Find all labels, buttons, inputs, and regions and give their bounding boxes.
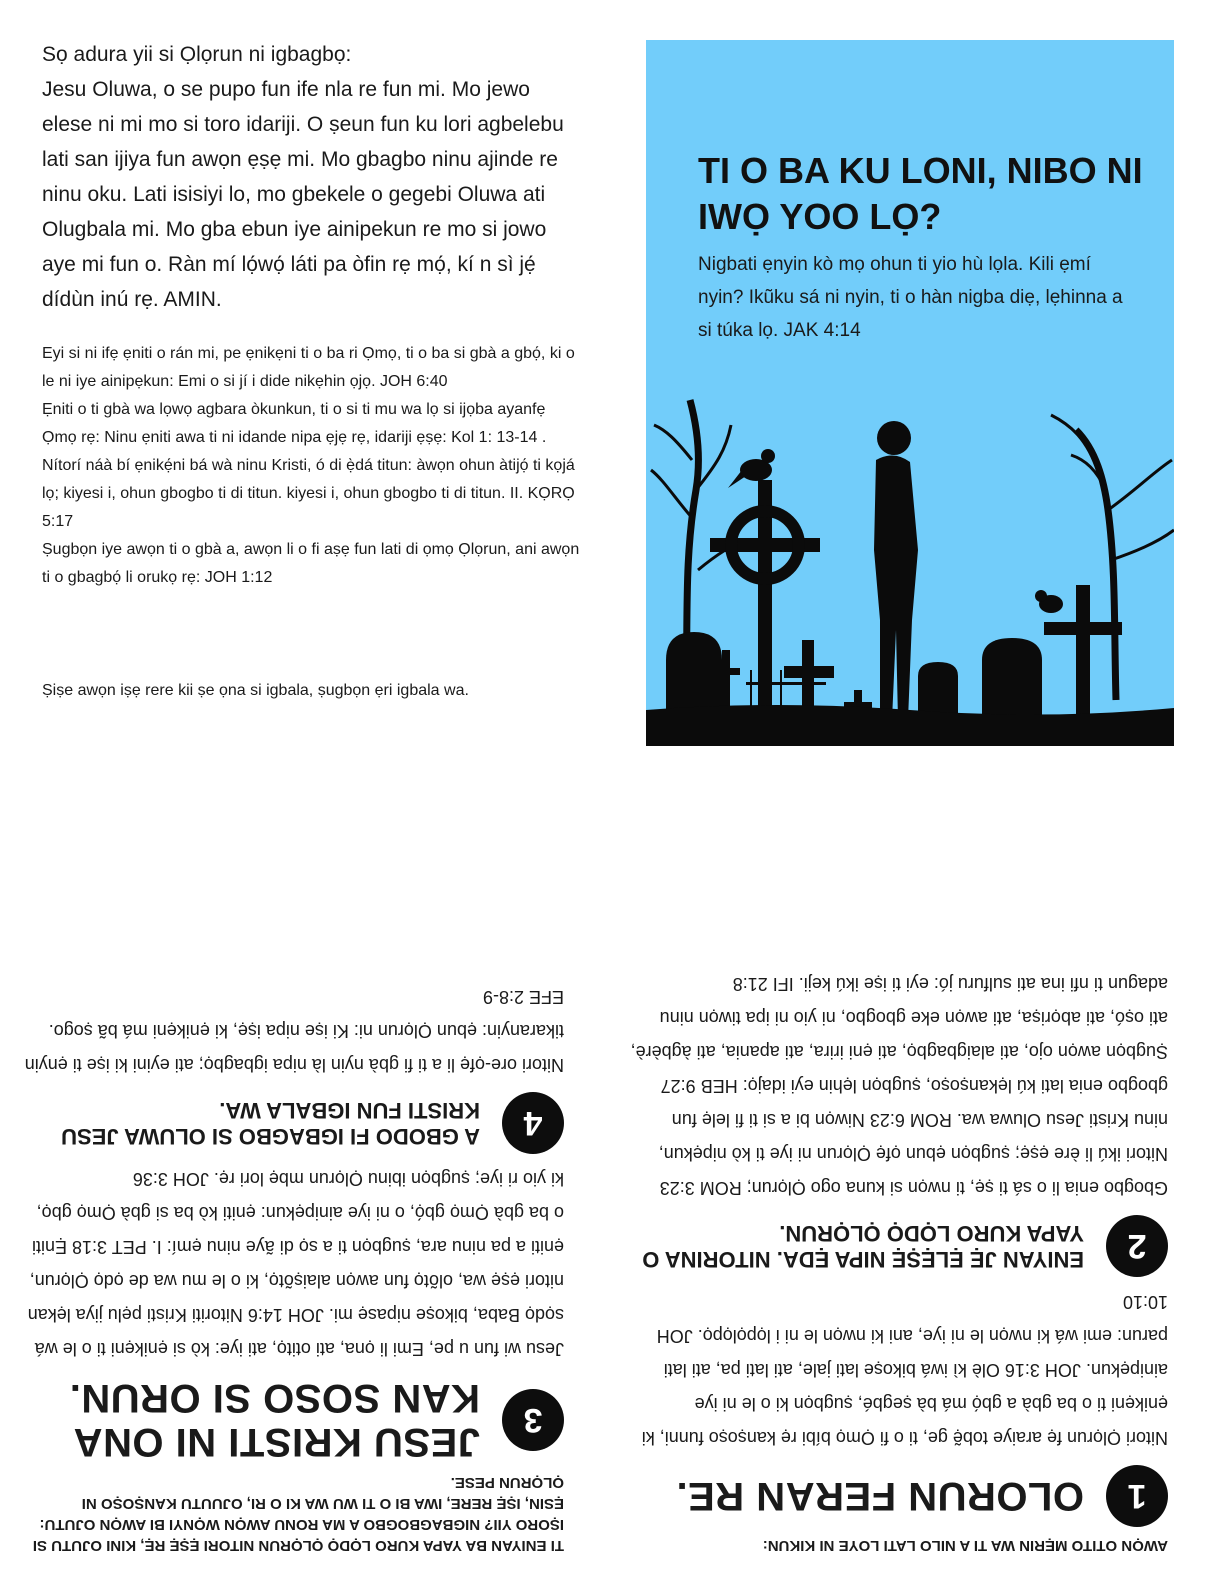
solution-kicker: TI ENIYAN BA YAPA KURO LỌDỌ ỌLỌRUN NITORI ẸṢẸ RẸ, KINI OJUTU SI IṢORO YII? NIGBAGBOGBO A MA RONU AWỌN WỌNYI BI AWỌN OJUTU: ẸSIN, IṢẸ RERE, IWA BI O TI WU WA KI O RI, OJUUTU KANṢOṢO NI ỌLỌRUN PESE. bbox=[32, 1474, 564, 1554]
cover-title: TI O BA KU LONI, NIBO NI IWỌ YOO LỌ? bbox=[698, 150, 1143, 237]
closing-line: Ṣiṣe awọn iṣẹ rere kii ṣe ọna si igbala, ṣugbọn ẹri igbala wa. bbox=[42, 682, 469, 699]
truths-kicker: AWỌN OTITO MẸRIN WA TI A NILO LATI LOYE NI KIKUN: bbox=[762, 1537, 1168, 1554]
step-number-badge: 1 bbox=[1106, 1465, 1168, 1527]
prayer-section bbox=[42, 38, 582, 317]
prayer-intro: Sọ adura yii si Ọlọrun ni igbagbọ: bbox=[42, 43, 352, 66]
verses-section bbox=[42, 340, 582, 592]
verse-paragraph: Ṣugbọn iye awọn ti o gbà a, awọn li o fi aṣẹ fun lati di ọmọ Ọlọrun, ani awọn ti o gbagbọ́ li orukọ rẹ: JOH 1:12 bbox=[42, 541, 580, 586]
step-number-badge: 3 bbox=[502, 1389, 564, 1451]
step-heading: JESU KRISTI NI ONA KAN SOSO SI ORUN. bbox=[69, 1376, 480, 1464]
step-number-badge: 2 bbox=[1106, 1215, 1168, 1277]
right-column bbox=[24, 974, 564, 1556]
cover-panel bbox=[646, 40, 1174, 746]
verse-paragraph: Nítorí náà bí ẹnikẹ́ni bá wà ninu Kristi, ó di ẹ̀dá titun: àwọn ohun àtijọ́ ti kọjá lọ; kiyesi i, ohun gbogbo ti di titun. kiyesi i, ohun gbogbo ti di titun. II. KỌRỌ 5:17 bbox=[42, 457, 575, 530]
left-column bbox=[628, 961, 1168, 1556]
graveyard-silhouette-icon bbox=[646, 370, 1174, 746]
step-text: Jesu wi fun u pe, Emi li ọna, ati otitọ, ati iye: kò si ẹnikẹni ti o le wá sọdọ Baba, bikoṣe nipasẹ mi. JOH 14:6 Nitoriti Kristi pẹlu jiya lẹkan nitori ẹṣẹ wa, olõtọ fun awọn alaiṣõtọ, ki o le mu wa de ọdọ Ọlọrun, ẹniti a pa ninu ara, ṣugbọn ti a sọ di ãye ninu ẹmí: I. PET 3:18 Ẹniti o ba gbà Ọmọ gbọ́, o ni iye ainipẹkun: ẹniti kò ba si gbà Ọmọ gbọ, ki yio ri iye; ṣugbọn ibinu Ọlọrun mbẹ lori rẹ. JOH 3:36 bbox=[27, 1169, 564, 1359]
step-3 bbox=[24, 1376, 564, 1464]
verse-paragraph: Eyi si ni ifẹ ẹniti o rán mi, pe ẹnikẹni ti o ba ri Ọmọ, ti o ba si gbà a gbọ́, ki o le ni iye ainipẹkun: Emi o si jí i dide nikẹhin ọjọ. JOH 6:40 bbox=[42, 345, 575, 390]
step-heading: A GBODO FI IGBAGBO SI OLUWA JESU KRISTI FUN IGBALA WA. bbox=[61, 1098, 480, 1149]
step-number-badge: 4 bbox=[502, 1092, 564, 1154]
step-text: Nitori ore-ọfẹ li a ti fi gbà nyin là nipa igbagbọ; ati eyini ki iṣe ti ẹnyin tikaranyin: ẹbun Ọlọrun ni: Ki iṣe nipa iṣẹ, ki ẹnikẹni má bã ṣogo. EFE 2:8-9 bbox=[24, 987, 564, 1075]
step-2 bbox=[628, 1215, 1168, 1277]
step-text: Gbogbo enia li o sá ti ṣẹ, ti nwọn si kuna ogo Ọlọrun; ROM 3:23 Nitori ikú li ère ẹṣẹ; ṣugbọn ẹbun ọfẹ Ọlọrun ni iye ti kò nipẹkun, ninu Kristi Jesu Oluwa wa. ROM 6:23 Niwọn bi a si ti fi lelẹ fun gbogbo enia lati kú lẹkanṣoṣo, ṣugbọn lẹhin eyi idajọ: HEB 9:27 Ṣugbọn awọn ojo, ati alaigbagbọ, ati ẹni irira, ati apania, ati àgbèrè, ati oṣó, ati abọriṣa, ati awọn eke gbogbo, ni yio ni ipa tiwọn ninu adagun ti nfi ina ati sulfuru jó: eyi ti iṣe ikú keji. IFI 21:8 bbox=[630, 974, 1168, 1198]
cover-subtitle: Nigbati ẹnyin kò mọ ohun ti yio hù lọla. Kili ẹmí nyin? Ikũku sá ni nyin, ti o hàn nigba diẹ, lẹhinna a si túka lọ. JAK 4:14 bbox=[698, 254, 1123, 341]
prayer-body: Jesu Oluwa, o se pupo fun ife nla re fun mi. Mo jewo elese ni mi mo si toro idariji. O ṣeun fun ku lori agbelebu lati san ijiya fun awọn ẹṣẹ mi. Mo gbagbo ninu ajinde re ninu oku. Lati isisiyi lo, mo gbekele o gegebi Oluwa ati Olugbala mi. Mo gba ebun iye ainipekun re mo si jowo aye mi fun o. Ràn mí lọ́wọ́ láti pa òfin rẹ mọ́, kí n sì jẹ́ dídùn inú rẹ. AMIN. bbox=[42, 78, 564, 311]
folded-panel-upside-down bbox=[0, 792, 1224, 1584]
step-1 bbox=[628, 1465, 1168, 1527]
step-text: Nitori Ọlọrun fẹ araiye tobẹ̃ ge, ti o fi Ọmọ bíbi rẹ kanṣoṣo funni, ki ẹnikẹni ti o ba gbà a gbọ́ má bà ṣegbé, ṣugbọn ki o le ni iye ainipẹkun. JOH 3:16 Olè kì iwá bikoṣe lati jale, ati lati pa, ati lati parun: emi wá ki nwọn le ni iye, ani ki nwọn le ni i lọpọlọpọ. JOH 10:10 bbox=[641, 1292, 1168, 1448]
step-4 bbox=[24, 1092, 564, 1154]
step-heading: OLORUN FERAN RE. bbox=[676, 1474, 1084, 1518]
step-heading: ENIYAN JẸ ẸLẸṢẸ NIPA ẸDA. NITORINA O YAPA KURO LỌDỌ ỌLỌRUN. bbox=[642, 1221, 1084, 1272]
verse-paragraph: Ẹniti o ti gbà wa lọwọ agbara òkunkun, ti o si ti mu wa lọ si ijọba ayanfẹ Ọmọ rẹ: Ninu ẹniti awa ti ni idande nipa ẹjẹ rẹ, idariji ẹṣẹ: Kol 1: 13-14 . bbox=[42, 401, 547, 446]
